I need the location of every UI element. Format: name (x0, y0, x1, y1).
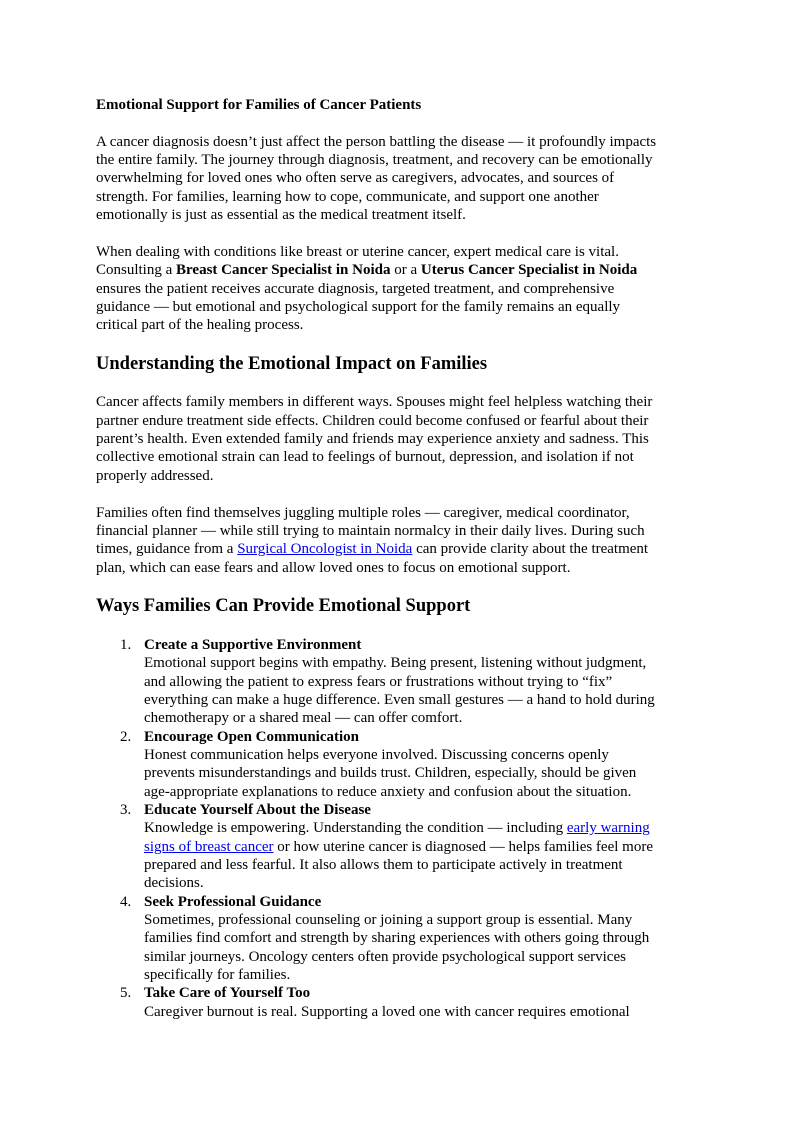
text: Families often find themselves juggling multiple roles — caregiver, medical coordinator, financial planner — while still trying to maintain normalcy in their daily lives. During such times, guidance from a (96, 504, 645, 558)
bold-text: Breast Cancer Specialist in Noida (176, 262, 391, 279)
text: A cancer diagnosis doesn’t just affect the person battling the disease — it profoundly impacts the entire family. The journey through diagnosis, treatment, and recovery can be emotionally overwhelming for loved ones who often serve as caregivers, advocates, and sources of strength. For families, learning how to cope, communicate, and support one another emotionally is just as essential as the medical treatment itself. (96, 133, 657, 224)
inline-link[interactable]: early warning signs of breast cancer (144, 820, 650, 855)
document-page (96, 96, 736, 1021)
intro (96, 133, 736, 335)
support-list (96, 636, 736, 1021)
text: ensures the patient receives accurate diagnosis, targeted treatment, and comprehensive guidance — but emotional and psychological support for the family remains an equally critical part of the healing process. (96, 280, 621, 334)
text: can provide clarity about the treatment plan, which can ease fears and allow loved ones to focus on emotional support. (96, 541, 649, 576)
document-title: Emotional Support for Families of Cancer Patients (96, 97, 422, 113)
list-item-title: Educate Yourself About the Disease (144, 801, 371, 818)
list-item-title: Create a Supportive Environment (144, 636, 362, 653)
section-paragraph (96, 393, 736, 485)
inline-link[interactable]: Surgical Oncologist in Noida (237, 541, 413, 558)
list-number: 4. (120, 893, 132, 910)
list-item (96, 728, 736, 801)
section-heading: Understanding the Emotional Impact on Families (96, 353, 488, 374)
intro-paragraph (96, 243, 736, 335)
text: When dealing with conditions like breast or uterine cancer, expert medical care is vital. Consulting a (96, 243, 619, 279)
list-number: 2. (120, 728, 132, 745)
bold-text: Uterus Cancer Specialist in Noida (420, 262, 638, 279)
list-item-title: Take Care of Yourself Too (144, 985, 311, 1002)
text: Emotional support begins with empathy. Being present, listening without judgment, and allowing the patient to express fears or frustrations without trying to “fix” everything can make a huge difference. Even small gestures — a hand to hold during chemotherapy or a shared meal — can offer comfort. (144, 655, 655, 727)
list-item (96, 801, 736, 893)
list-number: 1. (120, 636, 132, 653)
intro-paragraph (96, 133, 736, 225)
list-number: 5. (120, 985, 132, 1002)
text: or a (390, 262, 421, 279)
text: Cancer affects family members in different ways. Spouses might feel helpless watching their partner endure treatment side effects. Children could become confused or fearful about their parent’s health. Even extended family and friends may experience anxiety and sadness. This collective emotional strain can lead to feelings of burnout, depression, and isolation if not properly addressed. (96, 394, 653, 484)
section-paragraph (96, 504, 736, 577)
list-item-title: Seek Professional Guidance (144, 893, 322, 910)
list-number: 3. (120, 801, 132, 818)
list-item (96, 893, 736, 985)
text: Honest communication helps everyone involved. Discussing concerns openly prevents misunderstandings and builds trust. Children, especially, should be given age-appropriate explanations to reduce anxiety and confusion about the situation. (144, 746, 637, 800)
section-heading: Ways Families Can Provide Emotional Support (96, 596, 471, 617)
list-item (96, 984, 736, 1021)
list-item-title: Encourage Open Communication (144, 728, 360, 745)
text: Knowledge is empowering. Understanding the condition — including (144, 820, 567, 837)
text: Sometimes, professional counseling or joining a support group is essential. Many families find comfort and strength by sharing experiences with others going through similar journeys. Oncology centers often provide psychological support services specifically for families. (144, 911, 650, 984)
text: or how uterine cancer is diagnosed — helps families feel more prepared and less fearful. It also allows them to participate actively in treatment decisions. (144, 838, 653, 892)
list-item (96, 636, 736, 728)
text: Caregiver burnout is real. Supporting a loved one with cancer requires emotional (144, 1003, 630, 1020)
